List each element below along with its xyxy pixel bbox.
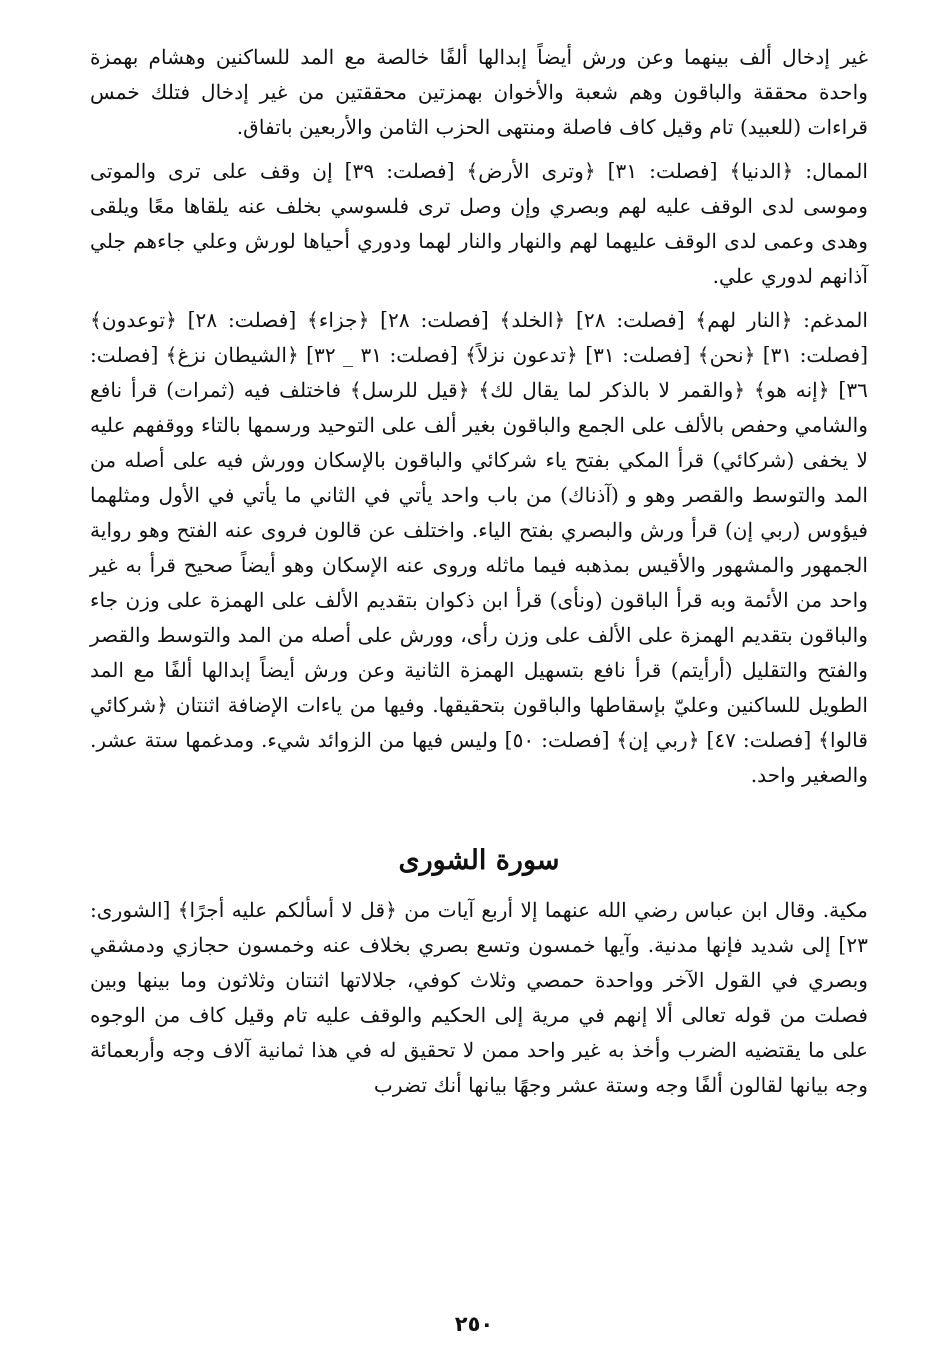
paragraph-hamza-readings: غير إدخال ألف بينهما وعن ورش أيضاً إبدالها ألفًا خالصة مع المد للساكنين وهشام بهمزة واحدة محققة والباقون وهم شعبة والأخوان بهمزتين محققتين من غير إدخال فتلك خمس قراءات (للعبيد) تام وقيل كاف فاصلة ومنتهى الحزب الثامن والأربعين باتفاق. (90, 45, 868, 139)
surah-title: سورة الشورى (398, 845, 560, 876)
page-body (90, 40, 868, 1330)
paragraph-mudgham: المدغم: ﴿النار لهم﴾ [فصلت: ٢٨] ﴿الخلد﴾ [فصلت: ٢٨] ﴿جزاء﴾ [فصلت: ٢٨] ﴿توعدون﴾ [فصلت: ٣١] ﴿نحن﴾ [فصلت: ٣١] ﴿تدعون نزلاً﴾ [فصلت: ٣١ _ ٣٢] ﴿الشيطان نزغ﴾ [فصلت: ٣٦] ﴿إنه هو﴾ ﴿والقمر لا بالذكر لما يقال لك﴾ ﴿قيل للرسل﴾ فاختلف فيه (ثمرات) قرأ نافع والشامي وحفص بالألف على الجمع والباقون بغير ألف على التوحيد ورسمها بالتاء ووقفهم عليه لا يخفى (شركائي) قرأ المكي بفتح ياء شركائي والباقون بالإسكان وورش فيه على أصله من المد والتوسط والقصر وهو و (آذناك) من باب واحد يأتي في الثاني ما يأتي في الأول ومثلهما فيؤوس (ربي إن) قرأ ورش والبصري بفتح الياء. واختلف عن قالون فروى عنه الفتح وهو رواية الجمهور والمشهور والأقيس بمذهبه فيما ماثله وروى عنه الإسكان وهو أيضاً صحيح قرأ به غير واحد من الأئمة وبه قرأ الباقون (ونأى) قرأ ابن ذكوان بتقديم الألف على الهمزة على وزن جاء والباقون بتقديم الهمزة على الألف على وزن رأى، وورش على أصله من المد والتوسط والقصر والفتح والتقليل (أرأيتم) قرأ نافع بتسهيل الهمزة الثانية وعن ورش أيضاً إبدالها ألفًا مع المد الطويل للساكنين وعليّ بإسقاطها والباقون بتحقيقها. وفيها من ياءات الإضافة اثنتان ﴿شركائي قالوا﴾ [فصلت: ٤٧] ﴿ربي إن﴾ [فصلت: ٥٠] وليس فيها من الزوائد شيء. ومدغمها ستة عشر. والصغير واحد. (90, 308, 869, 787)
paragraph-mumal: الممال: ﴿الدنيا﴾ [فصلت: ٣١] ﴿وترى الأرض﴾ [فصلت: ٣٩] إن وقف على ترى والموتى وموسى لدى الوقف عليه لهم وبصري وإن وصل ترى فلسوسي بخلف عنه يلقاها معًا ويلقى وهدى وعمى لدى الوقف عليهما لهم والنهار والنار لهما ودوري أحياها لورش وعلي جاءهم جلي آذانهم لدوري علي. (90, 159, 868, 288)
page-number: ٢٥٠ (454, 1312, 494, 1336)
paragraph-surah-intro: مكية. وقال ابن عباس رضي الله عنهما إلا أربع آيات من ﴿قل لا أسألكم عليه أجرًا﴾ [الشورى: ٢٣] إلى شديد فإنها مدنية. وآيها خمسون وتسع بصري بخلاف عنه وخمسون حجازي ودمشقي وبصري في القول الآخر وواحدة حمصي وثلاث كوفي، جلالاتها اثنتان وثلاثون وما بينها وبين فصلت من قوله تعالى ألا إنهم في مرية إلى الحكيم والوقف عليه تام وقيل كاف من الوجوه على ما يقتضيه الضرب وأخذ به غير واحد ممن لا تحقيق له في هذا ثمانية آلاف وجه وأربعمائة وجه بيانها لقالون ألفًا وجه وستة عشر وجهًا بيانها أنك تضرب (90, 898, 868, 1097)
